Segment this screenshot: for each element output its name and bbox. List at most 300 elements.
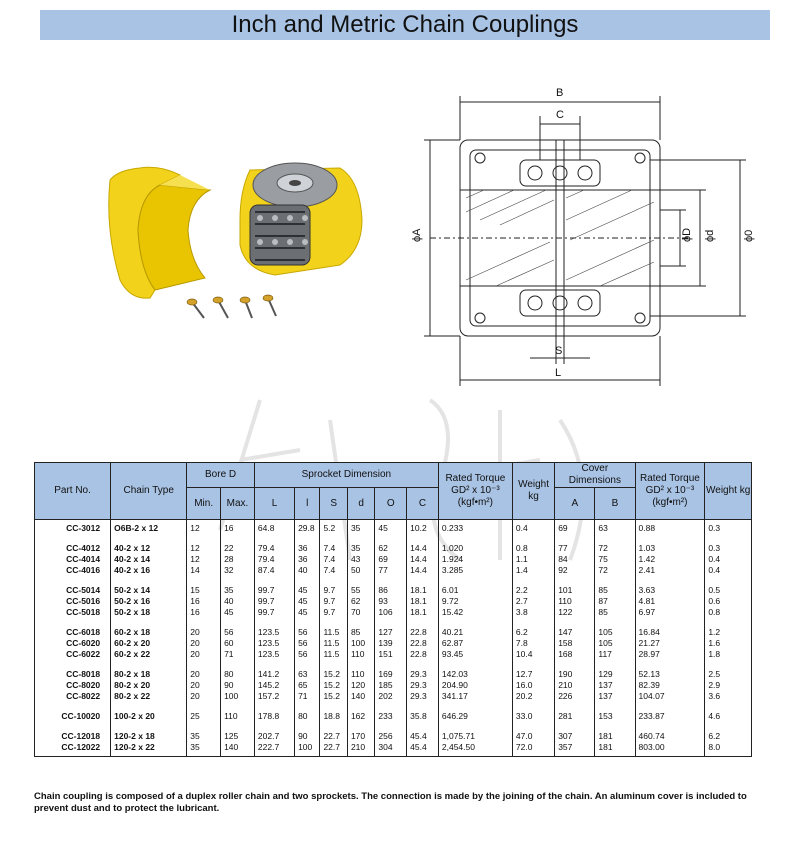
table-cell: 256 (375, 731, 407, 742)
table-cell: 7.4 (320, 565, 347, 576)
table-cell: 4.81 (635, 596, 705, 607)
table-cell: 139 (375, 638, 407, 649)
col-O: O (375, 488, 407, 520)
table-cell: CC-10020 (35, 711, 111, 722)
table-row (35, 585, 752, 596)
page-title: Inch and Metric Chain Couplings (231, 11, 579, 38)
table-cell: 90 (295, 731, 320, 742)
group-spacer (35, 660, 752, 669)
table-cell: 104.07 (635, 691, 705, 702)
table-cell: 45 (295, 607, 320, 618)
group-spacer (35, 534, 752, 543)
table-cell: 63 (595, 520, 635, 535)
table-cell: 25 (187, 711, 221, 722)
table-cell: 1.6 (705, 638, 752, 649)
table-cell: 22.8 (407, 649, 439, 660)
table-cell: 20 (187, 669, 221, 680)
table-cell: 1.2 (705, 627, 752, 638)
table-cell: 29.8 (295, 520, 320, 535)
table-cell: 7.4 (320, 543, 347, 554)
table-cell: 460.74 (635, 731, 705, 742)
table-cell: 105 (595, 638, 635, 649)
table-cell: 80 (221, 669, 255, 680)
table-cell: 79.4 (254, 554, 294, 565)
table-cell: 8.0 (705, 742, 752, 757)
table-cell: CC-6022 (35, 649, 111, 660)
col-weight-1: Weight kg (512, 463, 554, 520)
table-cell: 18.1 (407, 607, 439, 618)
table-cell: 56 (295, 627, 320, 638)
table-cell: 56 (221, 627, 255, 638)
table-row (35, 554, 752, 565)
table-row (35, 669, 752, 680)
table-cell: 14 (187, 565, 221, 576)
table-cell: CC-5016 (35, 596, 111, 607)
coupling-technical-drawing (400, 80, 770, 400)
table-cell: 50-2 x 18 (111, 607, 187, 618)
spec-table (34, 462, 752, 757)
table-cell: 106 (375, 607, 407, 618)
label-B: B (556, 87, 564, 99)
table-cell: 9.72 (438, 596, 512, 607)
table-cell: 185 (375, 680, 407, 691)
table-cell: 60-2 x 22 (111, 649, 187, 660)
table-cell: 7.4 (320, 554, 347, 565)
table-cell: 75 (595, 554, 635, 565)
table-cell: 6.97 (635, 607, 705, 618)
table-cell: 60-2 x 18 (111, 627, 187, 638)
table-cell: 69 (375, 554, 407, 565)
table-cell: 60-2 x 20 (111, 638, 187, 649)
table-cell: 202.7 (254, 731, 294, 742)
table-row (35, 565, 752, 576)
table-cell: 304 (375, 742, 407, 757)
table-cell: 71 (221, 649, 255, 660)
table-cell: 233.87 (635, 711, 705, 722)
col-rated-torque-2: Rated Torque GD² x 10⁻³ (kgf•m²) (635, 463, 705, 520)
table-cell: 169 (375, 669, 407, 680)
table-cell: 33.0 (512, 711, 554, 722)
table-cell: 85 (347, 627, 374, 638)
table-cell: 82.39 (635, 680, 705, 691)
table-cell: 120 (347, 680, 374, 691)
table-cell: 157.2 (254, 691, 294, 702)
table-cell: CC-8020 (35, 680, 111, 691)
table-cell: CC-3012 (35, 520, 111, 535)
table-cell: 36 (295, 543, 320, 554)
table-cell: CC-8022 (35, 691, 111, 702)
table-cell: 137 (595, 680, 635, 691)
table-cell: 151 (375, 649, 407, 660)
table-cell: 40 (221, 596, 255, 607)
table-cell: 11.5 (320, 638, 347, 649)
table-cell: 123.5 (254, 627, 294, 638)
table-cell: 65 (295, 680, 320, 691)
table-cell: 4.6 (705, 711, 752, 722)
table-cell: 15.2 (320, 691, 347, 702)
table-cell: 90 (221, 680, 255, 691)
table-cell: 2.41 (635, 565, 705, 576)
table-cell: 85 (595, 585, 635, 596)
table-cell: 100 (295, 742, 320, 757)
table-cell: 125 (221, 731, 255, 742)
table-cell: 20 (187, 691, 221, 702)
table-cell: 45 (295, 585, 320, 596)
table-cell: 12 (187, 554, 221, 565)
table-cell: 178.8 (254, 711, 294, 722)
table-cell: 16 (187, 607, 221, 618)
table-cell: 79.4 (254, 543, 294, 554)
table-cell: 64.8 (254, 520, 294, 535)
table-cell: 18.8 (320, 711, 347, 722)
table-cell: 99.7 (254, 585, 294, 596)
table-cell: CC-4012 (35, 543, 111, 554)
table-cell: 145.2 (254, 680, 294, 691)
table-cell: 9.7 (320, 585, 347, 596)
table-cell: 3.8 (512, 607, 554, 618)
table-cell: 140 (221, 742, 255, 757)
table-cell: 0.5 (705, 585, 752, 596)
table-row (35, 711, 752, 722)
table-cell: 14.4 (407, 565, 439, 576)
table-cell: 2.2 (512, 585, 554, 596)
table-cell: 80-2 x 20 (111, 680, 187, 691)
label-C: C (556, 109, 564, 121)
table-cell: 222.7 (254, 742, 294, 757)
table-cell: 29.3 (407, 669, 439, 680)
table-cell: 11.5 (320, 649, 347, 660)
table-cell: 45.4 (407, 742, 439, 757)
table-cell: 40-2 x 14 (111, 554, 187, 565)
table-row (35, 649, 752, 660)
table-cell: 0.8 (512, 543, 554, 554)
table-cell: 204.90 (438, 680, 512, 691)
table-cell: 22.8 (407, 638, 439, 649)
table-cell: 87.4 (254, 565, 294, 576)
label-phiA: ϕA (411, 228, 423, 242)
table-cell: 63 (295, 669, 320, 680)
label-phiO: ϕ0 (743, 229, 755, 242)
table-row (35, 543, 752, 554)
table-cell: 10.4 (512, 649, 554, 660)
table-cell: 9.7 (320, 596, 347, 607)
table-cell: 3.63 (635, 585, 705, 596)
table-cell: 72 (595, 565, 635, 576)
table-row (35, 691, 752, 702)
col-rated-torque-1: Rated Torque GD² x 10⁻³ (kgf•m²) (438, 463, 512, 520)
table-row (35, 680, 752, 691)
group-spacer (35, 722, 752, 731)
table-cell: 101 (555, 585, 595, 596)
table-cell: 202 (375, 691, 407, 702)
table-cell: 10.2 (407, 520, 439, 535)
col-chain-type: Chain Type (111, 463, 187, 520)
table-cell: 56 (295, 638, 320, 649)
table-cell: 120-2 x 18 (111, 731, 187, 742)
table-cell: 20 (187, 649, 221, 660)
table-cell: 137 (595, 691, 635, 702)
table-cell: 3.285 (438, 565, 512, 576)
table-cell: 50-2 x 14 (111, 585, 187, 596)
table-cell: 50-2 x 16 (111, 596, 187, 607)
table-cell: 7.8 (512, 638, 554, 649)
table-cell: 12 (187, 543, 221, 554)
table-cell: 21.27 (635, 638, 705, 649)
table-cell: 0.233 (438, 520, 512, 535)
table-cell: 69 (555, 520, 595, 535)
table-cell: 40-2 x 12 (111, 543, 187, 554)
table-cell: 0.4 (512, 520, 554, 535)
table-cell: 80-2 x 18 (111, 669, 187, 680)
label-S: S (555, 345, 563, 357)
col-cover: Cover Dimensions (555, 463, 635, 488)
table-cell: 80 (295, 711, 320, 722)
table-cell: 35 (187, 742, 221, 757)
table-cell: 158 (555, 638, 595, 649)
label-phid: ϕd (704, 229, 716, 242)
table-cell: 1.020 (438, 543, 512, 554)
table-cell: 20 (187, 638, 221, 649)
table-cell: CC-12018 (35, 731, 111, 742)
table-cell: 2.5 (705, 669, 752, 680)
table-cell: 803.00 (635, 742, 705, 757)
table-cell: 14.4 (407, 554, 439, 565)
group-spacer (35, 618, 752, 627)
table-cell: O6B-2 x 12 (111, 520, 187, 535)
table-cell: 62 (375, 543, 407, 554)
table-cell: 341.17 (438, 691, 512, 702)
table-row (35, 607, 752, 618)
table-row (35, 638, 752, 649)
table-cell: 43 (347, 554, 374, 565)
table-cell: 1,075.71 (438, 731, 512, 742)
table-cell: 20 (187, 680, 221, 691)
table-cell: 99.7 (254, 596, 294, 607)
table-cell: 117 (595, 649, 635, 660)
table-cell: CC-12022 (35, 742, 111, 757)
table-cell: 45 (295, 596, 320, 607)
table-cell: 170 (347, 731, 374, 742)
table-cell: 40 (295, 565, 320, 576)
table-cell: 100 (221, 691, 255, 702)
table-cell: 142.03 (438, 669, 512, 680)
table-cell: 1.03 (635, 543, 705, 554)
table-cell: 50 (347, 565, 374, 576)
table-cell: 6.2 (512, 627, 554, 638)
table-cell: 55 (347, 585, 374, 596)
col-l: l (295, 488, 320, 520)
col-S: S (320, 488, 347, 520)
table-cell: 52.13 (635, 669, 705, 680)
table-cell: 40.21 (438, 627, 512, 638)
table-row (35, 596, 752, 607)
table-cell: 281 (555, 711, 595, 722)
table-cell: 1.924 (438, 554, 512, 565)
table-cell: 22.7 (320, 731, 347, 742)
table-cell: 35.8 (407, 711, 439, 722)
table-cell: 646.29 (438, 711, 512, 722)
table-cell: 357 (555, 742, 595, 757)
table-cell: 141.2 (254, 669, 294, 680)
description-note: Chain coupling is composed of a duplex roller chain and two sprockets. The connection is made by the joining of the chain. An aluminum cover is included to prevent dust and to protect the lubricant. (34, 791, 747, 814)
table-cell: 18.1 (407, 585, 439, 596)
table-cell: 15.2 (320, 669, 347, 680)
table-cell: 16 (187, 596, 221, 607)
table-cell: 16.0 (512, 680, 554, 691)
table-cell: 56 (295, 649, 320, 660)
table-cell: 0.88 (635, 520, 705, 535)
table-cell: 0.6 (705, 596, 752, 607)
table-cell: 15.42 (438, 607, 512, 618)
col-max: Max. (221, 488, 255, 520)
table-cell: 18.1 (407, 596, 439, 607)
table-cell: 110 (221, 711, 255, 722)
table-cell: 35 (347, 543, 374, 554)
col-sprocket: Sprocket Dimension (254, 463, 438, 488)
table-cell: 181 (595, 731, 635, 742)
table-cell: 70 (347, 607, 374, 618)
table-cell: 11.5 (320, 627, 347, 638)
table-cell: 100 (347, 638, 374, 649)
table-cell: 1.8 (705, 649, 752, 660)
col-min: Min. (187, 488, 221, 520)
table-cell: 20.2 (512, 691, 554, 702)
table-cell: 0.3 (705, 520, 752, 535)
table-cell: 32 (221, 565, 255, 576)
label-phiD: ϕD (681, 227, 693, 242)
table-row (35, 627, 752, 638)
table-cell: 110 (347, 669, 374, 680)
table-cell: 110 (347, 649, 374, 660)
col-bore: Bore D (187, 463, 255, 488)
col-L: L (254, 488, 294, 520)
table-cell: 35 (347, 520, 374, 535)
table-cell: 127 (375, 627, 407, 638)
table-cell: 16 (221, 520, 255, 535)
table-cell: 120-2 x 22 (111, 742, 187, 757)
table-row (35, 520, 752, 535)
table-cell: 22 (221, 543, 255, 554)
table-cell: 45 (375, 520, 407, 535)
col-A: A (555, 488, 595, 520)
table-cell: 15 (187, 585, 221, 596)
table-cell: 92 (555, 565, 595, 576)
table-cell: 71 (295, 691, 320, 702)
table-cell: 123.5 (254, 649, 294, 660)
table-cell: 29.3 (407, 680, 439, 691)
table-cell: 190 (555, 669, 595, 680)
group-spacer (35, 576, 752, 585)
col-d: d (347, 488, 374, 520)
table-cell: 0.4 (705, 565, 752, 576)
title-banner (40, 10, 770, 40)
table-cell: 162 (347, 711, 374, 722)
table-cell: 45.4 (407, 731, 439, 742)
table-cell: 123.5 (254, 638, 294, 649)
table-cell: 60 (221, 638, 255, 649)
table-cell: 35 (187, 731, 221, 742)
col-part-no: Part No. (35, 463, 111, 520)
table-cell: 147 (555, 627, 595, 638)
table-cell: 153 (595, 711, 635, 722)
table-cell: 93.45 (438, 649, 512, 660)
table-cell: CC-8018 (35, 669, 111, 680)
table-cell: 12 (187, 520, 221, 535)
table-cell: 9.7 (320, 607, 347, 618)
table-cell: CC-4016 (35, 565, 111, 576)
table-cell: 0.3 (705, 543, 752, 554)
table-cell: 45 (221, 607, 255, 618)
table-cell: 3.6 (705, 691, 752, 702)
table-cell: CC-6020 (35, 638, 111, 649)
table-cell: 87 (595, 596, 635, 607)
table-cell: 86 (375, 585, 407, 596)
table-cell: 0.8 (705, 607, 752, 618)
table-cell: 77 (555, 543, 595, 554)
table-cell: 1.42 (635, 554, 705, 565)
table-cell: 110 (555, 596, 595, 607)
table-cell: 210 (347, 742, 374, 757)
table-cell: 47.0 (512, 731, 554, 742)
label-L: L (555, 367, 562, 379)
table-cell: 140 (347, 691, 374, 702)
table-cell: 12.7 (512, 669, 554, 680)
table-cell: 20 (187, 627, 221, 638)
table-cell: 93 (375, 596, 407, 607)
table-cell: 100-2 x 20 (111, 711, 187, 722)
table-cell: 22.7 (320, 742, 347, 757)
table-cell: 6.2 (705, 731, 752, 742)
coupling-photo (100, 150, 370, 330)
table-cell: CC-5018 (35, 607, 111, 618)
group-spacer (35, 702, 752, 711)
table-cell: 2,454.50 (438, 742, 512, 757)
table-cell: 80-2 x 22 (111, 691, 187, 702)
table-cell: 0.4 (705, 554, 752, 565)
col-B: B (595, 488, 635, 520)
table-cell: 14.4 (407, 543, 439, 554)
table-cell: 72 (595, 543, 635, 554)
table-cell: 168 (555, 649, 595, 660)
table-cell: 35 (221, 585, 255, 596)
table-cell: 5.2 (320, 520, 347, 535)
table-cell: 2.9 (705, 680, 752, 691)
col-weight-2: Weight kg (705, 463, 752, 520)
table-cell: 15.2 (320, 680, 347, 691)
table-cell: 1.1 (512, 554, 554, 565)
table-cell: CC-6018 (35, 627, 111, 638)
table-cell: 129 (595, 669, 635, 680)
table-cell: 85 (595, 607, 635, 618)
table-cell: 122 (555, 607, 595, 618)
table-cell: 40-2 x 16 (111, 565, 187, 576)
table-cell: 77 (375, 565, 407, 576)
table-cell: 99.7 (254, 607, 294, 618)
table-row (35, 742, 752, 757)
table-cell: 72.0 (512, 742, 554, 757)
table-cell: 28.97 (635, 649, 705, 660)
table-cell: CC-4014 (35, 554, 111, 565)
table-cell: 6.01 (438, 585, 512, 596)
table-cell: 181 (595, 742, 635, 757)
table-cell: 307 (555, 731, 595, 742)
table-cell: 84 (555, 554, 595, 565)
table-cell: 22.8 (407, 627, 439, 638)
table-cell: 233 (375, 711, 407, 722)
table-body (35, 520, 752, 757)
table-cell: 105 (595, 627, 635, 638)
table-cell: CC-5014 (35, 585, 111, 596)
